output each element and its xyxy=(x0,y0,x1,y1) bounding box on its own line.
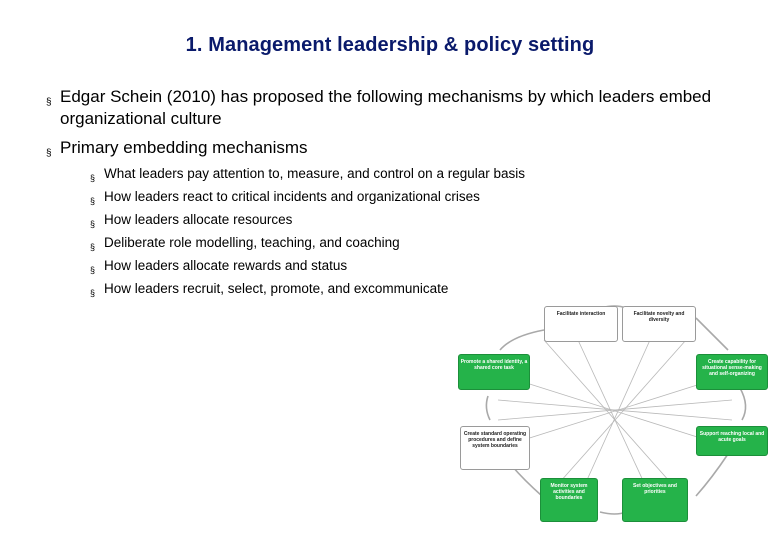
sub-bullet-item xyxy=(90,280,650,298)
bullet-text: Edgar Schein (2010) has proposed the following mechanisms by which leaders embed organizational culture xyxy=(60,87,712,128)
sub-bullet-item xyxy=(90,165,650,183)
bullet-marker: § xyxy=(90,219,96,229)
bullet-marker: § xyxy=(46,97,52,108)
diagram-box-set-objectives: Set objectives and priorities xyxy=(622,478,688,522)
sub-bullet-text: How leaders recruit, select, promote, and excommunicate xyxy=(104,281,449,296)
sub-bullet-text: How leaders react to critical incidents and organizational crises xyxy=(104,189,480,204)
curve-arrow xyxy=(486,396,490,420)
bullet-marker: § xyxy=(90,196,96,206)
leadership-diagram xyxy=(450,300,780,525)
bullet-marker: § xyxy=(90,242,96,252)
diagram-box-shared-identity: Promote a shared identity, a shared core task xyxy=(458,354,530,390)
diagram-box-monitor-system: Monitor system activities and boundaries xyxy=(540,478,598,522)
sub-bullet-text: What leaders pay attention to, measure, and control on a regular basis xyxy=(104,166,525,181)
curve-arrow xyxy=(696,454,728,496)
bullet-marker: § xyxy=(90,265,96,275)
curve-arrow xyxy=(512,466,542,496)
sub-bullet-item xyxy=(90,257,650,275)
bullet-item xyxy=(46,137,746,159)
diagram-box-facilitate-novelty: Facilitate novelty and diversity xyxy=(622,306,696,342)
diagram-box-support-goals: Support reaching local and acute goals xyxy=(696,426,768,456)
curve-arrow xyxy=(740,388,746,420)
bullet-text: Primary embedding mechanisms xyxy=(60,138,308,157)
bullet-item xyxy=(46,86,746,130)
diagram-box-create-sop: Create standard operating procedures and define system boundaries xyxy=(460,426,530,470)
bullet-marker: § xyxy=(90,173,96,183)
bullet-marker: § xyxy=(46,148,52,159)
curve-arrow xyxy=(696,318,728,350)
diagram-box-facilitate-interaction: Facilitate interaction xyxy=(544,306,618,342)
bullet-marker: § xyxy=(90,288,96,298)
sub-bullet-text: How leaders allocate resources xyxy=(104,212,293,227)
sub-bullet-item xyxy=(90,211,650,229)
diagram-box-create-capability: Create capability for situational sense-making and self-organizing xyxy=(696,354,768,390)
sub-bullet-text: How leaders allocate rewards and status xyxy=(104,258,348,273)
curve-arrow xyxy=(500,330,544,350)
sub-bullet-item xyxy=(90,188,650,206)
sub-bullet-text: Deliberate role modelling, teaching, and coaching xyxy=(104,235,400,250)
sub-bullet-item xyxy=(90,234,650,252)
page-title: 1. Management leadership & policy setting xyxy=(185,34,595,56)
